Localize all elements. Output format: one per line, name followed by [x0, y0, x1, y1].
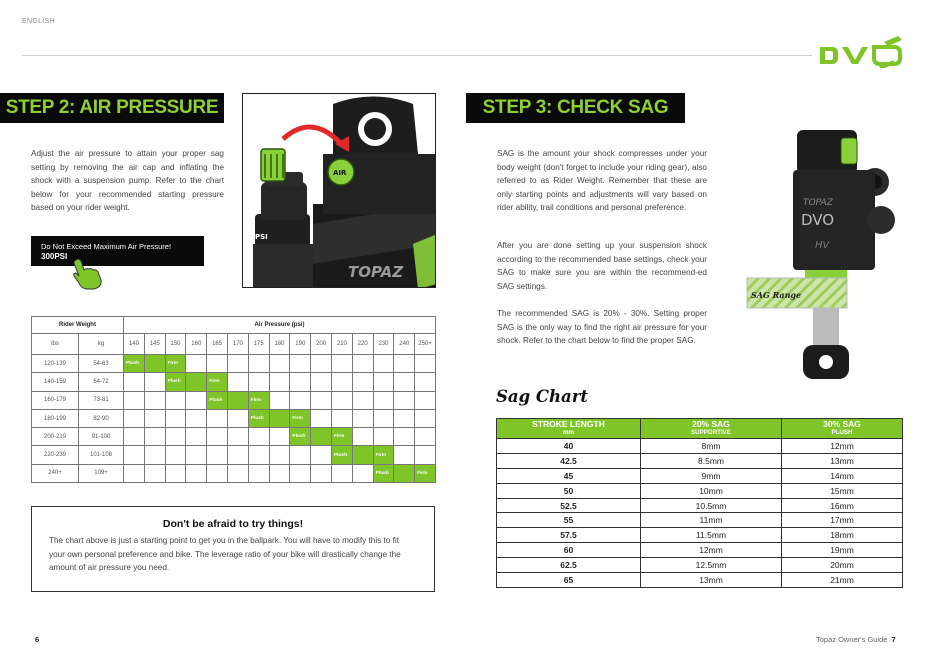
sag-row [497, 468, 903, 483]
sag-row [497, 513, 903, 528]
air-table-row [32, 355, 436, 373]
col-pressure: 240 [394, 334, 415, 355]
shock-logo: DVO [801, 211, 835, 229]
sag-paragraph-1: SAG is the amount your shock compresses under your body weight (don't forget to include your riding gear), also referred to as Rider Weight. Remember that these are only starting points and adjustments will vary based on rider ability, trail conditions and personal preference. [497, 149, 707, 213]
sag-row [497, 573, 903, 588]
plush-cell: Plush [248, 409, 269, 427]
col-pressure: 145 [144, 334, 165, 355]
empty-cell [248, 355, 269, 373]
empty-cell [144, 409, 165, 427]
sag-col-30-sub: PLUSH [831, 428, 853, 436]
page-number-right: 7 [891, 635, 896, 644]
col-lbs: lbs [32, 334, 79, 355]
col-pressure: 190 [290, 334, 311, 355]
air-table-row [32, 409, 436, 427]
empty-cell [311, 373, 332, 391]
col-pressure: 220 [352, 334, 373, 355]
empty-cell [144, 446, 165, 464]
air-table-row [32, 373, 436, 391]
empty-cell [290, 446, 311, 464]
empty-cell [186, 409, 207, 427]
empty-cell [248, 428, 269, 446]
sag-row [497, 439, 903, 454]
col-pressure: 180 [269, 334, 290, 355]
empty-cell [186, 428, 207, 446]
cell-kg: 109+ [79, 464, 124, 482]
empty-cell [290, 391, 311, 409]
dvo-logo [818, 36, 902, 68]
photo-cap-label: AIR [333, 169, 347, 177]
empty-cell [394, 409, 415, 427]
empty-cell [227, 428, 248, 446]
plush-cell: Plush [373, 464, 394, 482]
sag-30-cell: 17mm [782, 513, 903, 528]
col-kg: kg [79, 334, 124, 355]
empty-cell [248, 464, 269, 482]
range-cell [352, 446, 373, 464]
empty-cell [227, 373, 248, 391]
sag-20-cell: 8mm [641, 439, 782, 454]
firm-cell: Firm [165, 355, 186, 373]
cell-lbs: 240+ [32, 464, 79, 482]
sag-stroke-cell: 42.5 [497, 453, 641, 468]
empty-cell [144, 373, 165, 391]
warning-text: Do Not Exceed Maximum Air Pressure! [41, 242, 172, 251]
empty-cell [227, 355, 248, 373]
step2-instructions: Adjust the air pressure to attain your proper sag setting by removing the air cap and inflating the shock with a suspension pump. Refer to the chart below for your recommended starting pressure based on your rider weight. [31, 149, 224, 213]
empty-cell [352, 464, 373, 482]
sag-30-cell: 21mm [782, 573, 903, 588]
empty-cell [124, 464, 145, 482]
shock-brand: TOPAZ [803, 198, 833, 208]
empty-cell [394, 446, 415, 464]
sag-30-cell: 19mm [782, 543, 903, 558]
col-pressure: 160 [186, 334, 207, 355]
sag-20-cell: 9mm [641, 468, 782, 483]
range-cell [186, 373, 207, 391]
cell-kg: 73-81 [79, 391, 124, 409]
empty-cell [207, 355, 228, 373]
page-number-left: 6 [35, 635, 40, 644]
sag-30-cell: 20mm [782, 558, 903, 573]
language-label: ENGLISH [22, 18, 55, 25]
empty-cell [207, 464, 228, 482]
sag-col-stroke-label: STROKE LENGTH [532, 419, 605, 429]
empty-cell [165, 391, 186, 409]
photo-brand-label: TOPAZ [348, 263, 404, 281]
sag-col-stroke [497, 419, 641, 439]
tip-body: The chart above is just a starting point to get you in the ballpark. You will have to modify this to fit your own personal preference and bike. The leverage ratio of your bike will drastically change the amount of air pressure you need. [49, 536, 401, 573]
plush-cell: Plush [165, 373, 186, 391]
col-pressure: 210 [331, 334, 352, 355]
empty-cell [248, 446, 269, 464]
sag-row [497, 483, 903, 498]
sag-stroke-cell: 40 [497, 439, 641, 454]
air-table-row [32, 446, 436, 464]
empty-cell [186, 464, 207, 482]
sag-stroke-cell: 62.5 [497, 558, 641, 573]
firm-cell: Firm [290, 409, 311, 427]
page-footer-right [816, 635, 896, 644]
empty-cell [124, 446, 145, 464]
empty-cell [352, 355, 373, 373]
empty-cell [415, 391, 436, 409]
cell-lbs: 220-239 [32, 446, 79, 464]
sag-chart-table [496, 418, 903, 588]
header-rider-weight: Rider Weight [32, 317, 124, 334]
empty-cell [248, 373, 269, 391]
empty-cell [352, 391, 373, 409]
sag-20-cell: 12mm [641, 543, 782, 558]
plush-cell: Plush [124, 355, 145, 373]
sag-20-cell: 11.5mm [641, 528, 782, 543]
cell-kg: 101-108 [79, 446, 124, 464]
empty-cell [415, 373, 436, 391]
warning-max-psi: 300PSI [41, 252, 68, 261]
shock-hv: HV [815, 240, 830, 251]
sag-30-cell: 12mm [782, 439, 903, 454]
empty-cell [165, 446, 186, 464]
sag-20-cell: 12.5mm [641, 558, 782, 573]
empty-cell [394, 391, 415, 409]
empty-cell [290, 355, 311, 373]
sag-col-30-label: 30% SAG [823, 419, 861, 429]
empty-cell [311, 409, 332, 427]
sag-range-label: SAG Range [751, 290, 802, 300]
cell-lbs: 120-139 [32, 355, 79, 373]
sag-col-20-sub: SUPPORTIVE [691, 428, 731, 436]
cell-lbs: 200-219 [32, 428, 79, 446]
sag-col-20-label: 20% SAG [692, 419, 730, 429]
sag-30-cell: 18mm [782, 528, 903, 543]
firm-cell: Firm [331, 428, 352, 446]
empty-cell [269, 373, 290, 391]
empty-cell [290, 373, 311, 391]
range-cell [144, 355, 165, 373]
empty-cell [311, 464, 332, 482]
empty-cell [311, 391, 332, 409]
cell-kg: 54-63 [79, 355, 124, 373]
empty-cell [269, 464, 290, 482]
empty-cell [373, 391, 394, 409]
guide-title: Topaz Owner's Guide [816, 635, 888, 644]
sag-chart-title: Sag Chart [496, 387, 589, 406]
empty-cell [415, 446, 436, 464]
step2-banner: STEP 2: AIR PRESSURE [0, 93, 224, 123]
empty-cell [124, 391, 145, 409]
empty-cell [331, 373, 352, 391]
col-pressure: 165 [207, 334, 228, 355]
empty-cell [373, 373, 394, 391]
empty-cell [186, 446, 207, 464]
sag-row [497, 543, 903, 558]
range-cell [269, 409, 290, 427]
range-cell [227, 391, 248, 409]
empty-cell [207, 446, 228, 464]
firm-cell: Firm [415, 464, 436, 482]
plush-cell: Plush [331, 446, 352, 464]
plush-cell: Plush [207, 391, 228, 409]
shock-illustration [745, 120, 895, 382]
empty-cell [144, 464, 165, 482]
empty-cell [331, 464, 352, 482]
air-table-header-row [32, 317, 436, 334]
sag-stroke-cell: 65 [497, 573, 641, 588]
sag-20-cell: 10mm [641, 483, 782, 498]
empty-cell [373, 409, 394, 427]
sag-col-20 [641, 419, 782, 439]
sag-30-cell: 15mm [782, 483, 903, 498]
empty-cell [165, 464, 186, 482]
empty-cell [269, 446, 290, 464]
empty-cell [227, 446, 248, 464]
step3-banner: STEP 3: CHECK SAG [466, 93, 685, 123]
air-table-row [32, 464, 436, 482]
firm-cell: Firm [207, 373, 228, 391]
empty-cell [352, 428, 373, 446]
empty-cell [394, 373, 415, 391]
sag-20-cell: 10.5mm [641, 498, 782, 513]
cell-lbs: 180-199 [32, 409, 79, 427]
col-pressure: 200 [311, 334, 332, 355]
empty-cell [290, 464, 311, 482]
firm-cell: Firm [373, 446, 394, 464]
cell-lbs: 140-159 [32, 373, 79, 391]
empty-cell [331, 409, 352, 427]
col-pressure: 230 [373, 334, 394, 355]
empty-cell [186, 355, 207, 373]
cell-kg: 64-72 [79, 373, 124, 391]
sag-paragraph-2: After you are done setting up your suspension shock according to the recommended base settings, check your SAG to make sure you are within the recommend-ed SAG settings. [497, 241, 707, 291]
empty-cell [124, 409, 145, 427]
empty-cell [331, 355, 352, 373]
air-cap-photo [242, 93, 436, 288]
air-table-row [32, 428, 436, 446]
col-pressure: 175 [248, 334, 269, 355]
empty-cell [227, 464, 248, 482]
empty-cell [269, 391, 290, 409]
range-cell [311, 428, 332, 446]
empty-cell [144, 391, 165, 409]
empty-cell [207, 428, 228, 446]
sag-row [497, 498, 903, 513]
cell-lbs: 160-179 [32, 391, 79, 409]
empty-cell [373, 355, 394, 373]
air-table-row [32, 391, 436, 409]
empty-cell [331, 391, 352, 409]
sag-stroke-cell: 60 [497, 543, 641, 558]
pointing-hand-icon [70, 258, 104, 290]
sag-stroke-cell: 45 [497, 468, 641, 483]
col-pressure: 250+ [415, 334, 436, 355]
sag-30-cell: 16mm [782, 498, 903, 513]
sag-stroke-cell: 55 [497, 513, 641, 528]
empty-cell [165, 409, 186, 427]
sag-stroke-cell: 52.5 [497, 498, 641, 513]
sag-stroke-cell: 50 [497, 483, 641, 498]
sag-30-cell: 13mm [782, 453, 903, 468]
sag-stroke-cell: 57.5 [497, 528, 641, 543]
empty-cell [394, 428, 415, 446]
empty-cell [165, 428, 186, 446]
tip-title: Don't be afraid to try things! [162, 518, 304, 530]
empty-cell [415, 355, 436, 373]
sag-30-cell: 14mm [782, 468, 903, 483]
sag-col-stroke-unit: mm [562, 428, 574, 436]
sag-paragraph-3: The recommended SAG is 20% - 30%. Setting proper SAG is the only way to find the right air pressure for your shock. Refer to the chart below to find the proper SAG. [497, 309, 707, 346]
empty-cell [207, 409, 228, 427]
max-pressure-warning [31, 236, 204, 266]
tip-box [31, 506, 435, 592]
sag-row [497, 453, 903, 468]
empty-cell [269, 428, 290, 446]
empty-cell [124, 428, 145, 446]
cell-kg: 91-100 [79, 428, 124, 446]
sag-row [497, 528, 903, 543]
empty-cell [373, 428, 394, 446]
col-pressure: 150 [165, 334, 186, 355]
sag-col-30 [782, 419, 903, 439]
cell-kg: 82-90 [79, 409, 124, 427]
empty-cell [227, 409, 248, 427]
range-cell [394, 464, 415, 482]
sag-row [497, 558, 903, 573]
empty-cell [311, 355, 332, 373]
empty-cell [144, 428, 165, 446]
air-table-subheader-row [32, 334, 436, 355]
header-air-pressure: Air Pressure (psi) [124, 317, 436, 334]
air-pressure-table [31, 316, 436, 483]
empty-cell [311, 446, 332, 464]
empty-cell [352, 409, 373, 427]
plush-cell: Plush [290, 428, 311, 446]
empty-cell [415, 428, 436, 446]
empty-cell [186, 391, 207, 409]
sag-20-cell: 13mm [641, 573, 782, 588]
empty-cell [415, 409, 436, 427]
empty-cell [394, 355, 415, 373]
photo-psi-label: PSI [255, 233, 268, 241]
empty-cell [269, 355, 290, 373]
col-pressure: 170 [227, 334, 248, 355]
empty-cell [352, 373, 373, 391]
col-pressure: 140 [124, 334, 145, 355]
empty-cell [124, 373, 145, 391]
header-rule [22, 55, 812, 56]
sag-20-cell: 8.5mm [641, 453, 782, 468]
sag-20-cell: 11mm [641, 513, 782, 528]
firm-cell: Firm [248, 391, 269, 409]
